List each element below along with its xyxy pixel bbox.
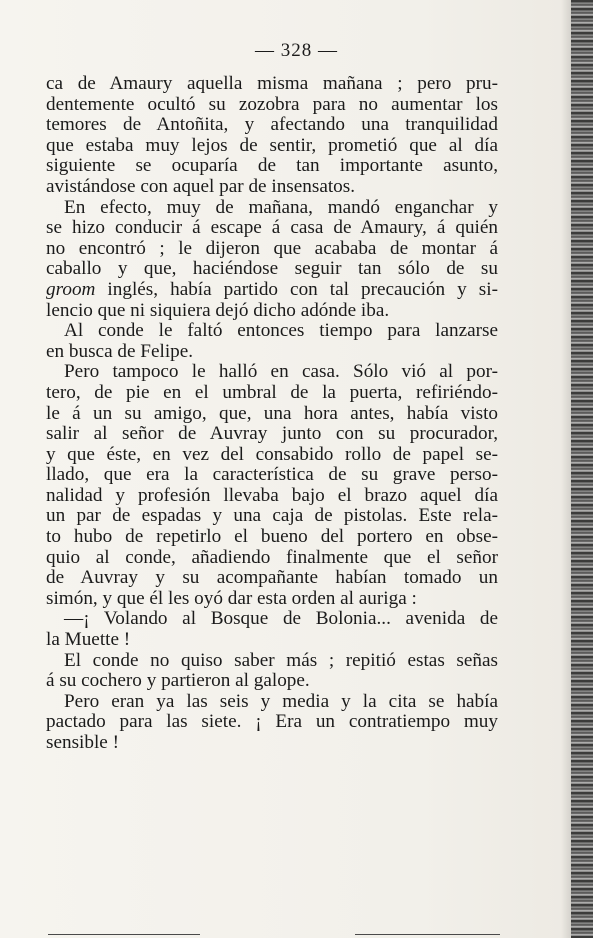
text-line: caballo y que, haciéndose seguir tan sólo de su — [46, 258, 498, 280]
text-line: simón, y que él les oyó dar esta orden al auriga : — [46, 587, 417, 609]
text-line: ca de Amaury aquella misma mañana ; pero pru- — [46, 73, 498, 94]
text-line: no encontró ; le dijeron que acababa de montar á — [46, 237, 498, 259]
text-line: llado, que era la característica de su grave perso- — [46, 464, 498, 486]
text-line: le á un su amigo, que, una hora antes, había visto — [46, 402, 498, 424]
book-edge — [571, 0, 593, 938]
text-line: to hubo de repetirlo el bueno del portero en obse- — [46, 526, 498, 548]
page-number: — 328 — — [255, 40, 338, 61]
text-line: sensible ! — [46, 732, 120, 753]
text-line: lencio que ni siquiera dejó dicho adónde iba. — [46, 299, 390, 321]
text-line: y que éste, en vez del consabido rollo de papel se- — [46, 443, 498, 465]
text-line: temores de Antoñita, y afectando una tranquilidad — [46, 114, 498, 136]
text-line: Pero tampoco le halló en casa. Sólo vió al por- — [64, 361, 498, 383]
text-fragment: inglés, había partido con tal precaución y si- — [95, 278, 498, 300]
text-line: —¡ Volando al Bosque de Bolonia... avenida de — [64, 608, 498, 630]
text-line: En efecto, muy de mañana, mandó enganchar y — [64, 196, 498, 218]
text-line: de Auvray y su acompañante habían tomado un — [46, 567, 498, 589]
text-line: se hizo conducir á escape á casa de Amaury, á quién — [46, 217, 498, 239]
text-line: quio al conde, añadiendo finalmente que el señor — [46, 546, 498, 568]
text-line: tero, de pie en el umbral de la puerta, refiriéndo- — [46, 381, 498, 403]
text-line: pactado para las siete. ¡ Era un contratiempo muy — [46, 711, 498, 733]
footer-rule-left — [48, 934, 200, 935]
text-line: siguiente se ocuparía de tan importante asunto, — [46, 155, 498, 177]
text-line: Al conde le faltó entonces tiempo para lanzarse — [64, 320, 498, 342]
text-line: nalidad y profesión llevaba bajo el brazo aquel día — [46, 484, 498, 506]
text-line: avistándose con aquel par de insensatos. — [46, 175, 356, 197]
text-line: la Muette ! — [46, 629, 131, 651]
page-gutter-shadow — [561, 0, 571, 938]
italic-word: groom — [46, 278, 96, 300]
text-line: á su cochero y partieron al galope. — [46, 670, 310, 692]
text-line: en busca de Felipe. — [46, 340, 194, 362]
body-text — [46, 74, 498, 754]
text-line — [46, 280, 498, 301]
text-line: salir al señor de Auvray junto con su procurador, — [46, 423, 498, 445]
text-line: El conde no quiso saber más ; repitió estas señas — [64, 649, 498, 671]
text-line: que estaba muy lejos de sentir, prometió que al día — [46, 134, 498, 156]
text-line: dentemente ocultó su zozobra para no aumentar los — [46, 93, 498, 115]
text-line: un par de espadas y una caja de pistolas. Este rela- — [46, 505, 498, 527]
text-line: Pero eran ya las seis y media y la cita se había — [64, 690, 498, 712]
footer-rule-right — [355, 934, 500, 935]
